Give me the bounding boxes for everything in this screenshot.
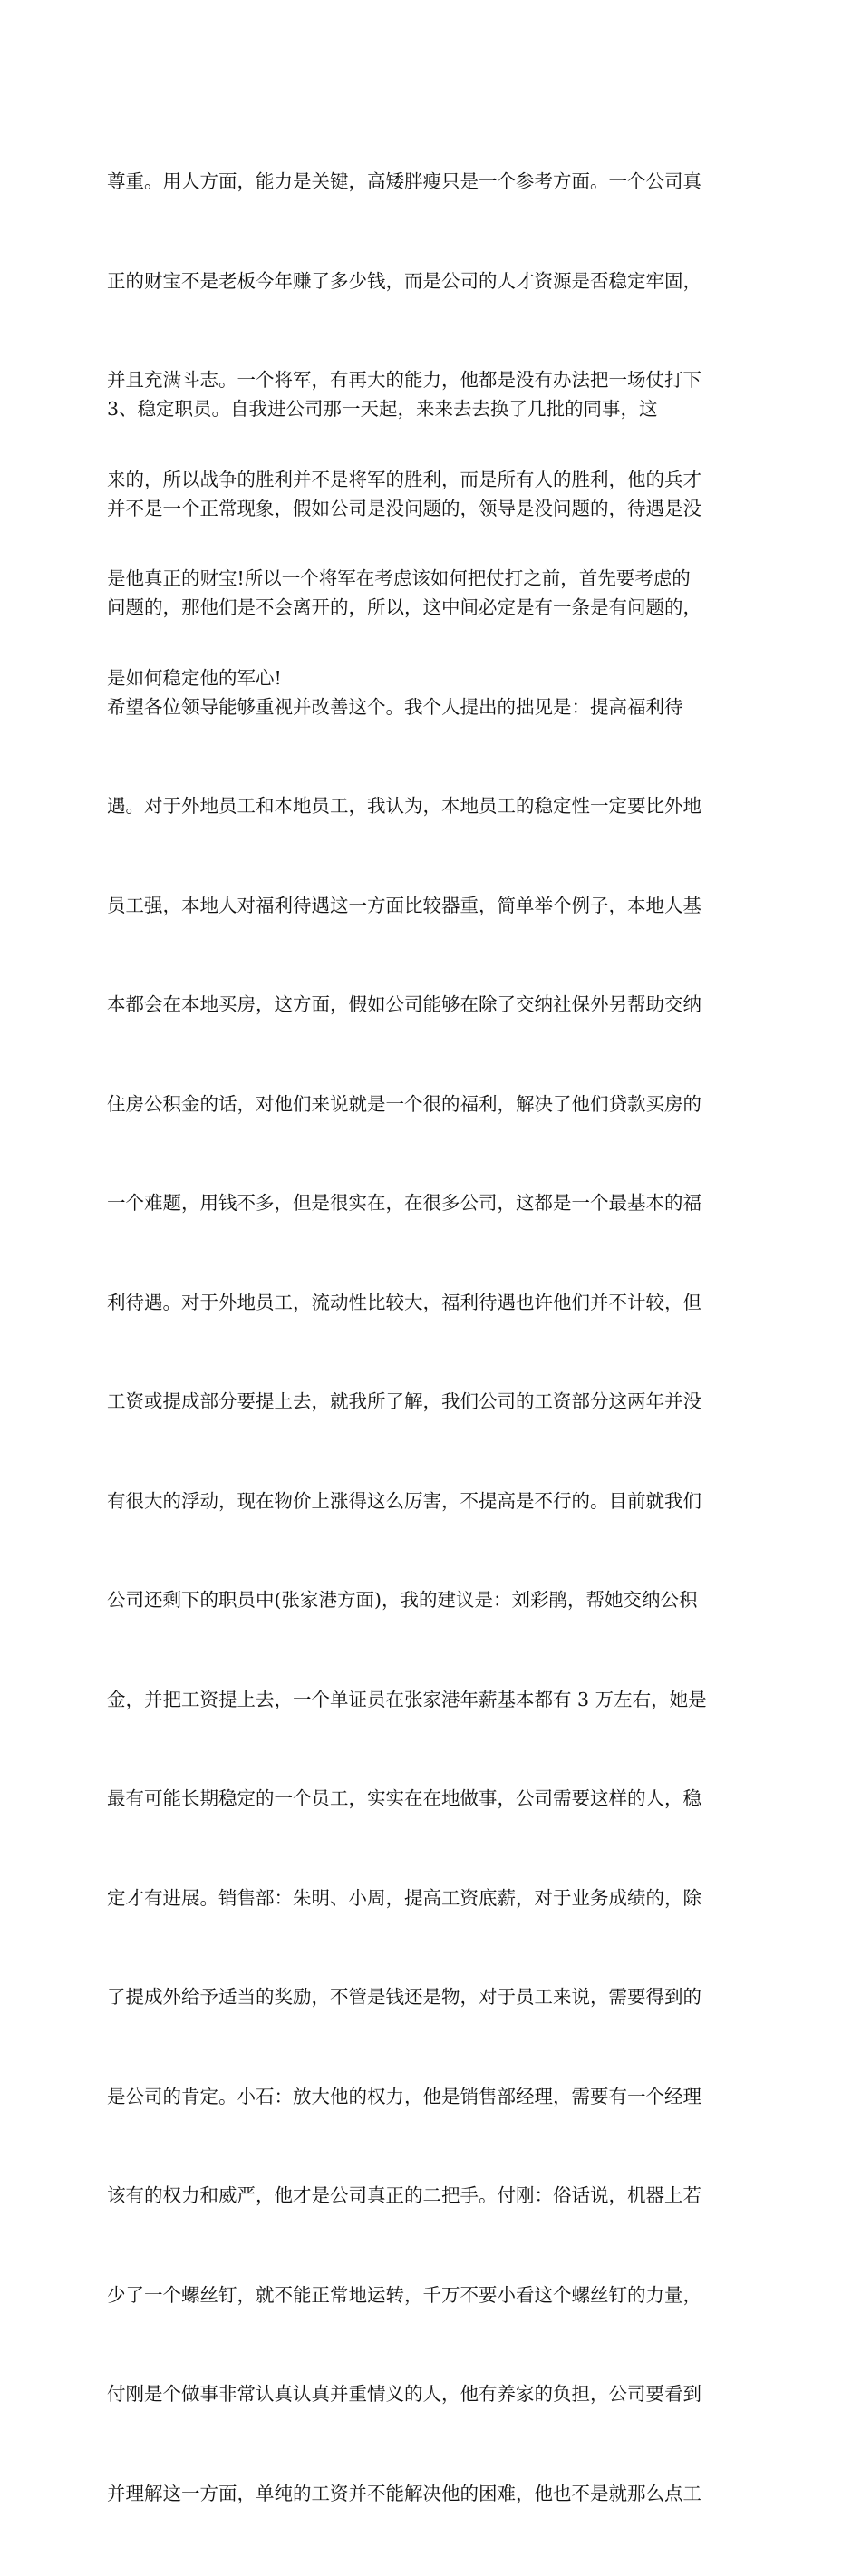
text-line: 公司还剩下的职员中(张家港方面)，我的建议是：刘彩鹃，帮她交纳公积 xyxy=(107,1589,698,1611)
text-line: 定才有进展。销售部：朱明、小周，提高工资底薪，对于业务成绩的，除 xyxy=(107,1886,701,1909)
text-line: 了提成外给予适当的奖励，不管是钱还是物，对于员工来说，需要得到的 xyxy=(107,1986,701,2008)
text-line: 利待遇。对于外地员工，流动性比较大，福利待遇也许他们并不计较，但 xyxy=(107,1291,701,1313)
text-line: 遇。对于外地员工和本地员工，我认为，本地员工的稳定性一定要比外地 xyxy=(107,795,701,817)
text-line: 是公司的肯定。小石：放大他的权力，他是销售部经理，需要有一个经理 xyxy=(107,2085,701,2107)
text-line: 该有的权力和威严，他才是公司真正的二把手。付刚：俗话说，机器上若 xyxy=(107,2184,701,2206)
text-line: 最有可能长期稳定的一个员工，实实在在地做事，公司需要这样的人，稳 xyxy=(107,1787,701,1809)
text-line: 住房公积金的话，对他们来说就是一个很的福利，解决了他们贷款买房的 xyxy=(107,1092,701,1115)
text-line: 工资或提成部分要提上去，就我所了解，我们公司的工资部分这两年并没 xyxy=(107,1390,701,1412)
text-line: 并不是一个正常现象，假如公司是没问题的，领导是没问题的，待遇是没 xyxy=(107,497,701,519)
text-line: 并且充满斗志。一个将军，有再大的能力，他都是没有办法把一场仗打下 xyxy=(107,369,701,391)
text-line: 希望各位领导能够重视并改善这个。我个人提出的拙见是：提高福利待 xyxy=(107,695,683,718)
paragraph-stabilize-staff xyxy=(107,326,759,2576)
text-line: 尊重。用人方面，能力是关键，高矮胖瘦只是一个参考方面。一个公司真 xyxy=(107,170,701,192)
text-line: 付刚是个做事非常认真认真并重情义的人，他有养家的负担，公司要看到 xyxy=(107,2383,701,2405)
text-line: 并理解这一方面，单纯的工资并不能解决他的困难，他也不是就那么点工 xyxy=(107,2482,701,2504)
text-line: 有很大的浮动，现在物价上涨得这么厉害，不提高是不行的。目前就我们 xyxy=(107,1489,701,1512)
text-line: 来的，所以战争的胜利并不是将军的胜利，而是所有人的胜利，他的兵才 xyxy=(107,468,701,490)
text-line: 3、稳定职员。自我进公司那一天起，来来去去换了几批的同事，这 xyxy=(107,398,658,420)
text-line: 员工强，本地人对福利待遇这一方面比较器重，简单举个例子，本地人基 xyxy=(107,894,701,916)
text-line: 一个难题，用钱不多，但是很实在，在很多公司，这都是一个最基本的福 xyxy=(107,1192,701,1214)
text-line: 正的财宝不是老板今年赚了多少钱，而是公司的人才资源是否稳定牢固， xyxy=(107,269,701,292)
text-line: 本都会在本地买房，这方面，假如公司能够在除了交纳社保外另帮助交纳 xyxy=(107,993,701,1015)
text-line: 是如何稳定他的军心! xyxy=(107,666,282,689)
text-line: 少了一个螺丝钉，就不能正常地运转，千万不要小看这个螺丝钉的力量， xyxy=(107,2283,701,2306)
text-line: 金，并把工资提上去，一个单证员在张家港年薪基本都有 3 万左右，她是 xyxy=(107,1688,707,1710)
text-line: 是他真正的财宝!所以一个将军在考虑该如何把仗打之前，首先要考虑的 xyxy=(107,567,691,589)
text-line: 问题的，那他们是不会离开的，所以，这中间必定是有一条是有问题的， xyxy=(107,596,701,618)
